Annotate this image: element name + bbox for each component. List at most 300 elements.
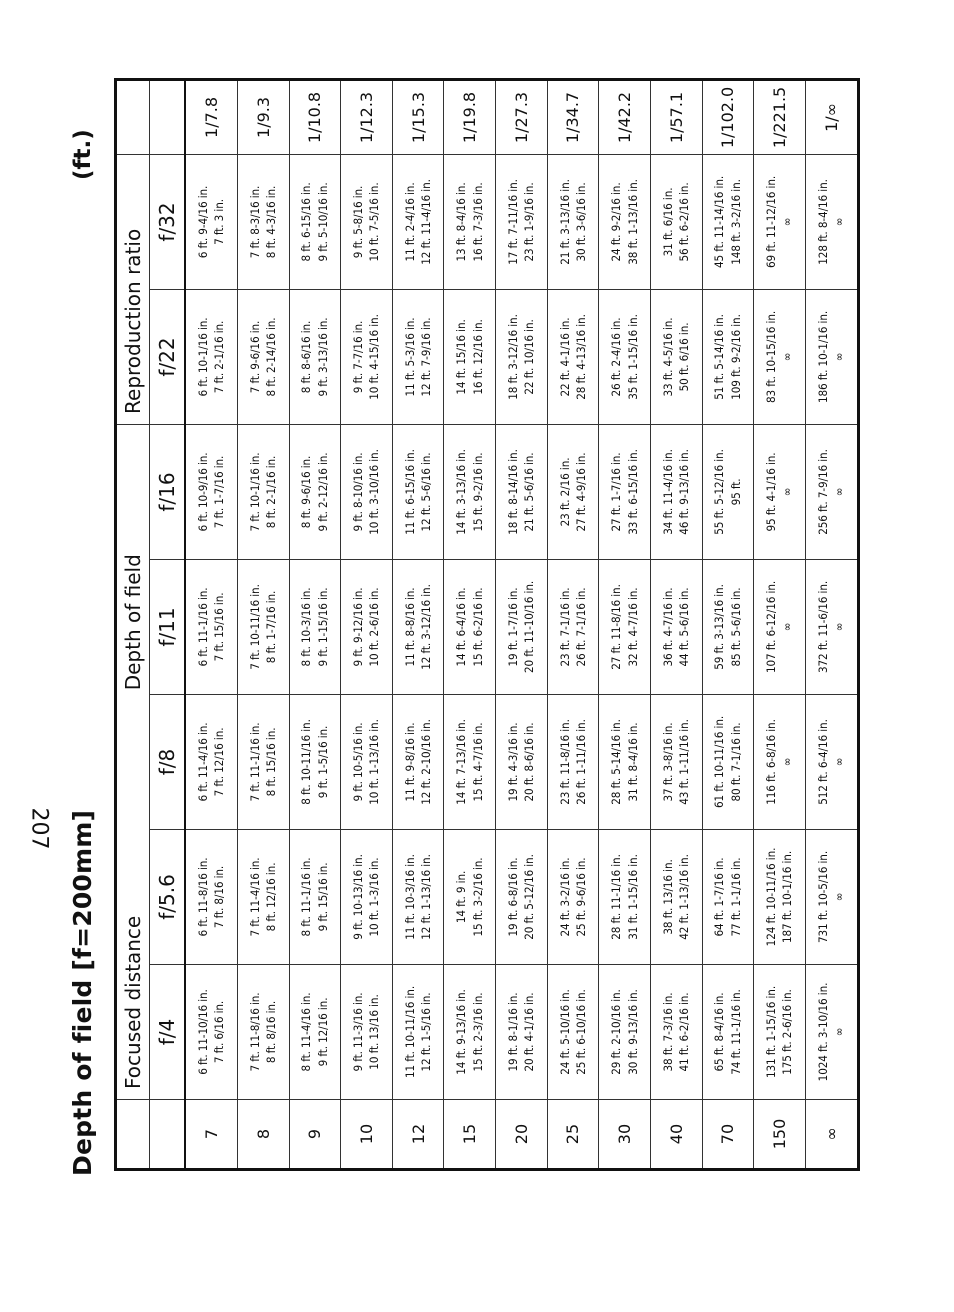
far-limit: 33 ft. 6-15/16 in. — [625, 449, 640, 535]
table-row — [185, 79, 237, 1169]
depth-of-field-cell — [599, 154, 651, 289]
aperture-header: f/8 — [150, 694, 186, 829]
far-limit: 7 ft. 2-1/16 in. — [212, 320, 227, 394]
near-limit: 9 ft. 9-12/16 in. — [351, 587, 365, 667]
far-limit: 26 ft. 1-11/16 in. — [573, 719, 588, 805]
depth-of-field-cell — [444, 965, 496, 1100]
depth-of-field-cell — [650, 829, 702, 964]
near-limit: 13 ft. 8-4/16 in. — [454, 182, 469, 262]
depth-of-field-cell — [702, 154, 754, 289]
depth-of-field-cell — [599, 694, 651, 829]
depth-of-field-cell — [702, 694, 754, 829]
far-limit: 10 ft. 1-3/16 in. — [367, 857, 382, 937]
near-limit: 9 ft. 11-3/16 in. — [351, 992, 365, 1072]
aperture-header: f/11 — [150, 559, 186, 694]
depth-of-field-cell — [702, 559, 754, 694]
near-limit: 65 ft. 8-4/16 in. — [712, 992, 727, 1072]
depth-of-field-cell — [805, 424, 858, 559]
far-limit: 9 ft. 1-15/16 in. — [315, 587, 330, 667]
depth-of-field-cell — [341, 965, 393, 1100]
far-limit: 12 ft. 2-10/16 in. — [419, 719, 434, 805]
far-limit: 16 ft. 12/16 in. — [470, 319, 485, 395]
far-limit: 15 ft. 6-2/16 in. — [470, 587, 485, 667]
depth-of-field-cell — [547, 559, 599, 694]
near-limit: 11 ft. 10-11/16 in. — [402, 985, 417, 1079]
depth-of-field-cell — [289, 424, 341, 559]
depth-of-field-cell — [289, 289, 341, 424]
near-limit: 116 ft. 6-8/16 in. — [764, 719, 778, 805]
focused-distance-cell: 25 — [547, 1100, 599, 1170]
depth-of-field-cell — [185, 559, 237, 694]
table-row — [237, 79, 289, 1169]
near-limit: 8 ft. 10-3/16 in. — [299, 587, 314, 667]
near-limit: 6 ft. 11-4/16 in. — [195, 722, 210, 802]
far-limit: 22 ft. 10/16 in. — [522, 319, 537, 395]
depth-of-field-cell — [185, 694, 237, 829]
table-row — [341, 79, 393, 1169]
far-limit: 175 ft. 2-6/16 in. — [780, 989, 795, 1075]
far-limit: 30 ft. 3-6/16 in. — [573, 182, 588, 262]
header-reproduction-ratio: Reproduction ratio — [116, 154, 150, 424]
reproduction-ratio-cell: 1/10.8 — [289, 79, 341, 154]
reproduction-ratio-cell: 1/7.8 — [185, 79, 237, 154]
near-limit: 9 ft. 10-13/16 in. — [351, 854, 365, 940]
near-limit: 19 ft. 1-7/16 in. — [505, 587, 520, 667]
far-limit: 10 ft. 7-5/16 in. — [367, 182, 382, 262]
near-limit: 9 ft. 8-10/16 in. — [351, 452, 365, 532]
near-limit: 29 ft. 2-10/16 in. — [609, 989, 624, 1075]
depth-of-field-cell — [289, 694, 341, 829]
near-limit: 6 ft. 10-1/16 in. — [195, 317, 210, 397]
near-limit: 23 ft. 2/16 in. — [557, 457, 572, 527]
far-limit: 12 ft. 5-6/16 in. — [419, 452, 434, 532]
depth-of-field-cell — [444, 829, 496, 964]
far-limit: 85 ft. 5-6/16 in. — [728, 587, 743, 667]
far-limit: 109 ft. 9-2/16 in. — [728, 314, 743, 400]
depth-of-field-cell — [805, 829, 858, 964]
table-row — [702, 79, 754, 1169]
near-limit: 8 ft. 10-11/16 in. — [299, 719, 314, 805]
aperture-header: f/32 — [150, 154, 186, 289]
near-limit: 6 ft. 9-4/16 in. — [195, 185, 210, 259]
near-limit: 11 ft. 6-15/16 in. — [402, 449, 417, 535]
depth-of-field-cell — [496, 424, 548, 559]
near-limit: 14 ft. 7-13/16 in. — [454, 719, 469, 805]
far-limit: 43 ft. 1-11/16 in. — [677, 719, 692, 805]
near-limit: 19 ft. 8-1/16 in. — [505, 992, 520, 1072]
depth-of-field-cell — [237, 424, 289, 559]
depth-of-field-cell — [392, 289, 444, 424]
depth-of-field-cell — [754, 829, 806, 964]
near-limit: 256 ft. 7-9/16 in. — [815, 449, 830, 535]
near-limit: 95 ft. 4-1/16 in. — [764, 452, 778, 532]
table-row — [392, 79, 444, 1169]
depth-of-field-cell — [341, 424, 393, 559]
focused-distance-cell: 20 — [496, 1100, 548, 1170]
depth-of-field-cell — [805, 559, 858, 694]
far-limit: 8 ft. 1-7/16 in. — [264, 590, 279, 664]
near-limit: 7 ft. 11-4/16 in. — [247, 857, 262, 937]
near-limit: 27 ft. 11-8/16 in. — [609, 584, 624, 670]
far-limit: 148 ft. 3-2/16 in. — [728, 179, 743, 265]
near-limit: 11 ft. 5-3/16 in. — [402, 317, 417, 397]
depth-of-field-cell — [341, 829, 393, 964]
far-limit: ∞ — [832, 892, 847, 902]
near-limit: 17 ft. 7-11/16 in. — [505, 179, 520, 265]
depth-of-field-cell — [237, 289, 289, 424]
far-limit: 9 ft. 15/16 in. — [315, 862, 330, 932]
depth-of-field-cell — [392, 829, 444, 964]
focused-distance-cell: 30 — [599, 1100, 651, 1170]
near-limit: 23 ft. 11-8/16 in. — [557, 719, 572, 805]
focused-distance-cell: 12 — [392, 1100, 444, 1170]
depth-of-field-table — [114, 78, 860, 1171]
far-limit: 8 ft. 2-1/16 in. — [264, 455, 279, 529]
far-limit: 10 ft. 2-6/16 in. — [367, 587, 382, 667]
near-limit: 372 ft. 11-6/16 in. — [815, 580, 830, 674]
near-limit: 8 ft. 9-6/16 in. — [299, 455, 314, 529]
depth-of-field-cell — [754, 559, 806, 694]
aperture-header: f/4 — [150, 965, 186, 1100]
near-limit: 18 ft. 3-12/16 in. — [505, 314, 520, 400]
near-limit: 7 ft. 11-8/16 in. — [247, 992, 262, 1072]
depth-of-field-cell — [185, 829, 237, 964]
far-limit: 74 ft. 11-1/16 in. — [728, 989, 743, 1075]
far-limit: 9 ft. 2-12/16 in. — [315, 452, 330, 532]
depth-of-field-cell — [444, 694, 496, 829]
far-limit: 16 ft. 7-3/16 in. — [470, 182, 485, 262]
near-limit: 19 ft. 4-3/16 in. — [505, 722, 520, 802]
near-limit: 14 ft. 3-13/16 in. — [454, 449, 469, 535]
far-limit: 42 ft. 1-13/16 in. — [677, 854, 692, 940]
reproduction-ratio-cell: 1/15.3 — [392, 79, 444, 154]
reproduction-ratio-cell: 1/12.3 — [341, 79, 393, 154]
focused-distance-cell: 7 — [185, 1100, 237, 1170]
near-limit: 18 ft. 8-14/16 in. — [505, 449, 520, 535]
near-limit: 8 ft. 11-4/16 in. — [299, 992, 314, 1072]
focused-distance-cell: 9 — [289, 1100, 341, 1170]
far-limit: 20 ft. 11-10/16 in. — [522, 580, 537, 674]
far-limit: 10 ft. 4-15/16 in. — [367, 314, 382, 400]
near-limit: 19 ft. 6-8/16 in. — [505, 857, 520, 937]
depth-of-field-cell — [547, 424, 599, 559]
table-row — [547, 79, 599, 1169]
table-row — [754, 79, 806, 1169]
far-limit: 20 ft. 4-1/16 in. — [522, 992, 537, 1072]
far-limit: 187 ft. 10-1/16 in. — [780, 850, 795, 944]
far-limit: 21 ft. 5-6/16 in. — [522, 452, 537, 532]
far-limit: 7 ft. 3 in. — [212, 199, 227, 245]
focused-distance-cell: 40 — [650, 1100, 702, 1170]
reproduction-ratio-cell: 1/57.1 — [650, 79, 702, 154]
far-limit: 8 ft. 15/16 in. — [264, 727, 279, 797]
near-limit: 7 ft. 11-1/16 in. — [247, 722, 262, 802]
far-limit: ∞ — [780, 757, 795, 767]
far-limit: 9 ft. 3-13/16 in. — [315, 317, 330, 397]
far-limit: 15 ft. 3-2/16 in. — [470, 857, 485, 937]
depth-of-field-cell — [599, 559, 651, 694]
near-limit: 14 ft. 15/16 in. — [454, 319, 469, 395]
far-limit: 15 ft. 9-2/16 in. — [470, 452, 485, 532]
near-limit: 14 ft. 9-13/16 in. — [454, 989, 469, 1075]
depth-of-field-cell — [289, 154, 341, 289]
near-limit: 23 ft. 7-1/16 in. — [557, 587, 572, 667]
far-limit: 46 ft. 9-13/16 in. — [677, 449, 692, 535]
far-limit: 12 ft. 7-9/16 in. — [419, 317, 434, 397]
far-limit: 10 ft. 3-10/16 in. — [367, 449, 382, 535]
depth-of-field-cell — [650, 559, 702, 694]
depth-of-field-cell — [547, 965, 599, 1100]
header-depth-of-field: Depth of field — [116, 424, 150, 829]
far-limit: 77 ft. 1-1/16 in. — [728, 857, 743, 937]
header-focused-distance: Focused distance — [116, 829, 150, 1099]
page-title: Depth of field [f=200mm] — [68, 809, 97, 1176]
depth-of-field-cell — [496, 694, 548, 829]
depth-of-field-cell — [805, 694, 858, 829]
focused-distance-cell: 150 — [754, 1100, 806, 1170]
far-limit: ∞ — [780, 352, 795, 362]
aperture-header: f/5.6 — [150, 829, 186, 964]
far-limit: 9 ft. 5-10/16 in. — [315, 182, 330, 262]
far-limit: ∞ — [832, 352, 847, 362]
near-limit: 6 ft. 11-10/16 in. — [195, 989, 210, 1075]
focused-distance-cell: 10 — [341, 1100, 393, 1170]
near-limit: 45 ft. 11-14/16 in. — [712, 175, 727, 269]
far-limit: 26 ft. 7-1/16 in. — [573, 587, 588, 667]
far-limit: 7 ft. 15/16 in. — [212, 592, 227, 662]
depth-of-field-cell — [650, 965, 702, 1100]
depth-of-field-cell — [702, 965, 754, 1100]
aperture-header: f/16 — [150, 424, 186, 559]
reproduction-ratio-cell: 1/∞ — [805, 79, 858, 154]
near-limit: 37 ft. 3-8/16 in. — [660, 722, 675, 802]
far-limit: 25 ft. 9-6/16 in. — [573, 857, 588, 937]
depth-of-field-cell — [237, 829, 289, 964]
depth-of-field-cell — [650, 154, 702, 289]
page-number: 207 — [26, 807, 52, 850]
depth-of-field-cell — [185, 424, 237, 559]
near-limit: 61 ft. 10-11/16 in. — [712, 715, 727, 809]
far-limit: 27 ft. 4-9/16 in. — [573, 452, 588, 532]
far-limit: 12 ft. 11-4/16 in. — [419, 179, 434, 265]
table-row — [805, 79, 858, 1169]
far-limit: 7 ft. 8/16 in. — [212, 865, 227, 929]
near-limit: 38 ft. 13/16 in. — [660, 859, 675, 935]
near-limit: 107 ft. 6-12/16 in. — [764, 580, 778, 674]
near-limit: 14 ft. 9 in. — [454, 870, 469, 924]
depth-of-field-cell — [754, 289, 806, 424]
far-limit: 8 ft. 12/16 in. — [264, 862, 279, 932]
near-limit: 24 ft. 3-2/16 in. — [557, 857, 572, 937]
depth-of-field-cell — [341, 154, 393, 289]
near-limit: 59 ft. 3-13/16 in. — [712, 584, 727, 670]
far-limit: ∞ — [832, 622, 847, 632]
depth-of-field-cell — [547, 829, 599, 964]
near-limit: 22 ft. 4-1/16 in. — [557, 317, 572, 397]
far-limit: 12 ft. 1-13/16 in. — [419, 854, 434, 940]
far-limit: 7 ft. 12/16 in. — [212, 727, 227, 797]
depth-of-field-cell — [650, 424, 702, 559]
near-limit: 27 ft. 1-7/16 in. — [609, 452, 624, 532]
far-limit: ∞ — [780, 487, 795, 497]
near-limit: 24 ft. 9-2/16 in. — [609, 182, 624, 262]
depth-of-field-cell — [496, 559, 548, 694]
depth-of-field-cell — [805, 289, 858, 424]
focused-distance-cell: ∞ — [805, 1100, 858, 1170]
depth-of-field-cell — [237, 694, 289, 829]
far-limit: 80 ft. 7-1/16 in. — [728, 722, 743, 802]
reproduction-ratio-cell: 1/9.3 — [237, 79, 289, 154]
far-limit: ∞ — [832, 1027, 847, 1037]
depth-of-field-cell — [392, 694, 444, 829]
depth-of-field-cell — [237, 559, 289, 694]
depth-of-field-cell — [650, 694, 702, 829]
aperture-header-row — [150, 79, 186, 1169]
depth-of-field-cell — [444, 559, 496, 694]
depth-of-field-cell — [392, 559, 444, 694]
table-row — [650, 79, 702, 1169]
far-limit: 50 ft. 6/16 in. — [677, 322, 692, 392]
far-limit: ∞ — [832, 757, 847, 767]
depth-of-field-cell — [341, 694, 393, 829]
near-limit: 64 ft. 1-7/16 in. — [712, 857, 727, 937]
near-limit: 33 ft. 4-5/16 in. — [660, 317, 675, 397]
depth-of-field-cell — [805, 965, 858, 1100]
far-limit: 31 ft. 1-15/16 in. — [625, 854, 640, 940]
depth-of-field-cell — [599, 829, 651, 964]
reproduction-ratio-cell: 1/42.2 — [599, 79, 651, 154]
near-limit: 8 ft. 11-1/16 in. — [299, 857, 314, 937]
near-limit: 7 ft. 10-1/16 in. — [247, 452, 262, 532]
far-limit: 10 ft. 1-13/16 in. — [367, 719, 382, 805]
far-limit: 35 ft. 1-15/16 in. — [625, 314, 640, 400]
near-limit: 34 ft. 11-4/16 in. — [660, 449, 675, 535]
table-row — [496, 79, 548, 1169]
far-limit: 30 ft. 9-13/16 in. — [625, 989, 640, 1075]
far-limit: 38 ft. 1-13/16 in. — [625, 179, 640, 265]
far-limit: 7 ft. 6/16 in. — [212, 1000, 227, 1064]
depth-of-field-cell — [444, 289, 496, 424]
near-limit: 11 ft. 9-8/16 in. — [402, 722, 417, 802]
depth-of-field-cell — [547, 694, 599, 829]
far-limit: 12 ft. 1-5/16 in. — [419, 992, 434, 1072]
depth-of-field-cell — [702, 829, 754, 964]
depth-of-field-cell — [754, 154, 806, 289]
depth-of-field-cell — [496, 154, 548, 289]
near-limit: 8 ft. 6-15/16 in. — [299, 182, 314, 262]
near-limit: 69 ft. 11-12/16 in. — [764, 175, 778, 269]
aperture-header: f/22 — [150, 289, 186, 424]
near-limit: 11 ft. 10-3/16 in. — [402, 854, 417, 940]
near-limit: 186 ft. 10-1/16 in. — [815, 310, 830, 404]
far-limit: 12 ft. 3-12/16 in. — [419, 584, 434, 670]
depth-of-field-cell — [392, 424, 444, 559]
near-limit: 55 ft. 5-12/16 in. — [712, 449, 727, 535]
table-row — [444, 79, 496, 1169]
depth-of-field-cell — [496, 829, 548, 964]
depth-of-field-cell — [599, 289, 651, 424]
far-limit: 28 ft. 4-13/16 in. — [573, 314, 588, 400]
near-limit: 38 ft. 7-3/16 in. — [660, 992, 675, 1072]
depth-of-field-cell — [599, 424, 651, 559]
depth-of-field-cell — [650, 289, 702, 424]
near-limit: 83 ft. 10-15/16 in. — [764, 310, 778, 404]
far-limit: ∞ — [780, 217, 795, 227]
depth-of-field-cell — [289, 559, 341, 694]
near-limit: 1024 ft. 3-10/16 in. — [815, 982, 830, 1082]
reproduction-ratio-cell: 1/34.7 — [547, 79, 599, 154]
depth-of-field-cell — [599, 965, 651, 1100]
near-limit: 21 ft. 3-13/16 in. — [557, 179, 572, 265]
depth-of-field-cell — [754, 965, 806, 1100]
near-limit: 14 ft. 6-4/16 in. — [454, 587, 469, 667]
near-limit: 6 ft. 11-8/16 in. — [195, 857, 210, 937]
reproduction-ratio-cell: 1/102.0 — [702, 79, 754, 154]
depth-of-field-cell — [185, 289, 237, 424]
far-limit: 8 ft. 2-14/16 in. — [264, 317, 279, 397]
near-limit: 124 ft. 10-11/16 in. — [764, 847, 778, 947]
near-limit: 8 ft. 8-6/16 in. — [299, 320, 314, 394]
near-limit: 51 ft. 5-14/16 in. — [712, 314, 727, 400]
focused-distance-cell: 8 — [237, 1100, 289, 1170]
near-limit: 28 ft. 11-1/16 in. — [609, 854, 624, 940]
near-limit: 7 ft. 10-11/16 in. — [247, 584, 262, 670]
near-limit: 26 ft. 2-4/16 in. — [609, 317, 624, 397]
near-limit: 11 ft. 8-8/16 in. — [402, 587, 417, 667]
reproduction-ratio-cell: 1/27.3 — [496, 79, 548, 154]
far-limit: 95 ft. — [728, 478, 743, 506]
far-limit: ∞ — [832, 217, 847, 227]
near-limit: 36 ft. 4-7/16 in. — [660, 587, 675, 667]
depth-of-field-cell — [185, 154, 237, 289]
far-limit: ∞ — [780, 622, 795, 632]
depth-of-field-cell — [289, 965, 341, 1100]
depth-of-field-cell — [805, 154, 858, 289]
reproduction-ratio-cell: 1/221.5 — [754, 79, 806, 154]
near-limit: 7 ft. 8-3/16 in. — [247, 185, 262, 259]
depth-of-field-cell — [547, 289, 599, 424]
depth-of-field-cell — [754, 694, 806, 829]
far-limit: 31 ft. 8-4/16 in. — [625, 722, 640, 802]
near-limit: 6 ft. 11-1/16 in. — [195, 587, 210, 667]
near-limit: 11 ft. 2-4/16 in. — [402, 182, 417, 262]
near-limit: 512 ft. 6-4/16 in. — [815, 719, 830, 805]
far-limit: 25 ft. 6-10/16 in. — [573, 989, 588, 1075]
far-limit: 23 ft. 1-9/16 in. — [522, 182, 537, 262]
far-limit: 9 ft. 1-5/16 in. — [315, 725, 330, 799]
table-row — [289, 79, 341, 1169]
far-limit: 15 ft. 4-7/16 in. — [470, 722, 485, 802]
reproduction-ratio-cell: 1/19.8 — [444, 79, 496, 154]
far-limit: 44 ft. 5-6/16 in. — [677, 587, 692, 667]
far-limit: 10 ft. 13/16 in. — [367, 994, 382, 1070]
far-limit: 7 ft. 1-7/16 in. — [212, 455, 227, 529]
focused-distance-cell: 70 — [702, 1100, 754, 1170]
far-limit: 20 ft. 8-6/16 in. — [522, 722, 537, 802]
depth-of-field-cell — [289, 829, 341, 964]
depth-of-field-cell — [341, 289, 393, 424]
near-limit: 24 ft. 5-10/16 in. — [557, 989, 572, 1075]
far-limit: 8 ft. 8/16 in. — [264, 1000, 279, 1064]
far-limit: 32 ft. 4-7/16 in. — [625, 587, 640, 667]
near-limit: 128 ft. 8-4/16 in. — [815, 179, 830, 265]
near-limit: 131 ft. 1-15/16 in. — [764, 985, 778, 1079]
far-limit: 9 ft. 12/16 in. — [315, 997, 330, 1067]
near-limit: 7 ft. 9-6/16 in. — [247, 320, 262, 394]
near-limit: 9 ft. 5-8/16 in. — [351, 185, 365, 259]
depth-of-field-cell — [392, 154, 444, 289]
table-row — [599, 79, 651, 1169]
